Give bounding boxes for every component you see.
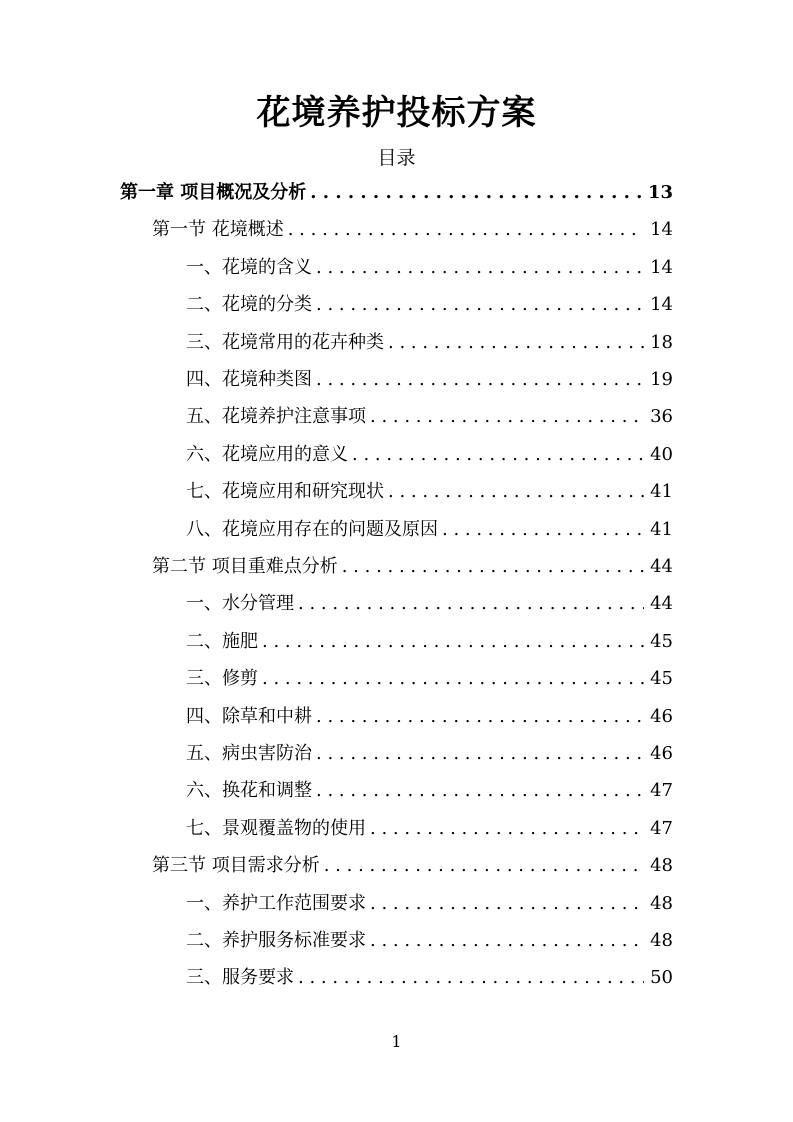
toc-entry[interactable] — [186, 473, 673, 510]
toc-leader-dots — [388, 324, 644, 361]
toc-entry[interactable] — [186, 286, 673, 323]
toc-leader-dots — [262, 660, 644, 697]
toc-leader-dots — [298, 585, 644, 622]
document-title: 花境养护投标方案 — [256, 93, 537, 133]
toc-entry-page: 40 — [650, 443, 673, 465]
toc-entry[interactable] — [186, 698, 673, 735]
toc-entry[interactable] — [186, 585, 673, 622]
toc-entry[interactable] — [186, 249, 673, 286]
toc-entry-page: 14 — [650, 219, 673, 241]
toc-entry-page: 45 — [650, 668, 673, 690]
toc-entry-label: 二、施肥 — [186, 630, 258, 652]
toc-entry[interactable] — [186, 959, 673, 996]
toc-leader-dots — [352, 436, 644, 473]
toc-entry-page: 14 — [650, 256, 673, 278]
toc-leader-dots — [310, 174, 642, 211]
toc-leader-dots — [316, 286, 644, 323]
toc-entry[interactable] — [120, 174, 673, 211]
toc-entry-page: 41 — [650, 481, 673, 503]
toc-entry-label: 第二节 项目重难点分析 — [152, 556, 338, 577]
toc-entry-page: 46 — [650, 705, 673, 727]
toc-entry-label: 六、换花和调整 — [186, 780, 312, 802]
toc-leader-dots — [324, 847, 644, 884]
toc-entry-label: 一、养护工作范围要求 — [186, 892, 366, 914]
toc-entry-page: 13 — [647, 182, 673, 203]
toc-leader-dots — [316, 249, 644, 286]
toc-leader-dots — [370, 398, 644, 435]
toc-entry[interactable] — [152, 548, 673, 585]
toc-entry-label: 二、养护服务标准要求 — [186, 930, 366, 951]
toc-entry[interactable] — [186, 511, 673, 548]
toc-entry-label: 五、病虫害防治 — [186, 743, 312, 764]
toc-entry-page: 45 — [650, 630, 673, 652]
toc-entry[interactable] — [186, 623, 673, 660]
toc-entry-page: 47 — [650, 817, 673, 839]
toc-leader-dots — [316, 735, 644, 772]
toc-entry[interactable] — [186, 885, 673, 922]
toc-entry-label: 一、花境的含义 — [186, 256, 312, 278]
toc-entry-label: 八、花境应用存在的问题及原因 — [186, 518, 438, 540]
toc-entry[interactable] — [186, 660, 673, 697]
toc-leader-dots — [316, 772, 644, 809]
toc-leader-dots — [288, 211, 644, 248]
toc-entry-label: 六、花境应用的意义 — [186, 443, 348, 465]
toc-entry[interactable] — [186, 772, 673, 809]
toc-leader-dots — [442, 511, 644, 548]
toc-entry-label: 四、花境种类图 — [186, 369, 312, 390]
toc-entry-page: 14 — [650, 294, 673, 316]
toc-entry-page: 36 — [650, 406, 673, 428]
toc-entry[interactable] — [186, 361, 673, 398]
toc-leader-dots — [370, 810, 644, 847]
toc-entry[interactable] — [186, 735, 673, 772]
toc-entry-label: 第三节 项目需求分析 — [152, 855, 320, 877]
toc-entry[interactable] — [152, 211, 673, 248]
toc-leader-dots — [298, 959, 644, 996]
toc-entry-page: 44 — [650, 593, 673, 615]
toc-entry-page: 19 — [650, 369, 673, 390]
toc-entry-label: 五、花境养护注意事项 — [186, 406, 366, 428]
toc-leader-dots — [262, 623, 644, 660]
toc-entry-page: 44 — [650, 556, 673, 577]
toc-leader-dots — [388, 473, 644, 510]
toc-entry-label: 七、花境应用和研究现状 — [186, 481, 384, 503]
toc-entry-label: 四、除草和中耕 — [186, 705, 312, 727]
toc-entry[interactable] — [186, 436, 673, 473]
toc-entry-page: 18 — [650, 331, 673, 353]
toc-leader-dots — [316, 361, 644, 398]
toc-entry-page: 48 — [650, 855, 673, 877]
toc-entry[interactable] — [152, 847, 673, 884]
toc-entry-label: 七、景观覆盖物的使用 — [186, 817, 366, 839]
toc-entry-page: 48 — [650, 892, 673, 914]
toc-entry-label: 第一节 花境概述 — [152, 219, 284, 241]
toc-leader-dots — [316, 698, 644, 735]
toc-entry-label: 三、花境常用的花卉种类 — [186, 331, 384, 353]
toc-leader-dots — [370, 885, 644, 922]
toc-heading: 目录 — [377, 147, 416, 169]
toc-entry[interactable] — [186, 398, 673, 435]
toc-entry-label: 一、水分管理 — [186, 593, 294, 615]
toc-leader-dots — [370, 922, 644, 959]
toc-entry-page: 41 — [650, 518, 673, 540]
toc-entry-page: 50 — [650, 967, 673, 989]
toc-entry-label: 第一章 项目概况及分析 — [120, 182, 307, 203]
toc-entry-label: 二、花境的分类 — [186, 294, 312, 316]
toc-leader-dots — [342, 548, 644, 585]
toc-entry-label: 三、服务要求 — [186, 967, 294, 989]
toc-entry[interactable] — [186, 922, 673, 959]
toc-entry-page: 48 — [650, 930, 673, 951]
toc-entry[interactable] — [186, 324, 673, 361]
toc-entry-label: 三、修剪 — [186, 668, 258, 690]
toc-entry-page: 46 — [650, 743, 673, 764]
toc-entry-page: 47 — [650, 780, 673, 802]
page-number: 1 — [391, 1032, 402, 1051]
toc-entry[interactable] — [186, 810, 673, 847]
